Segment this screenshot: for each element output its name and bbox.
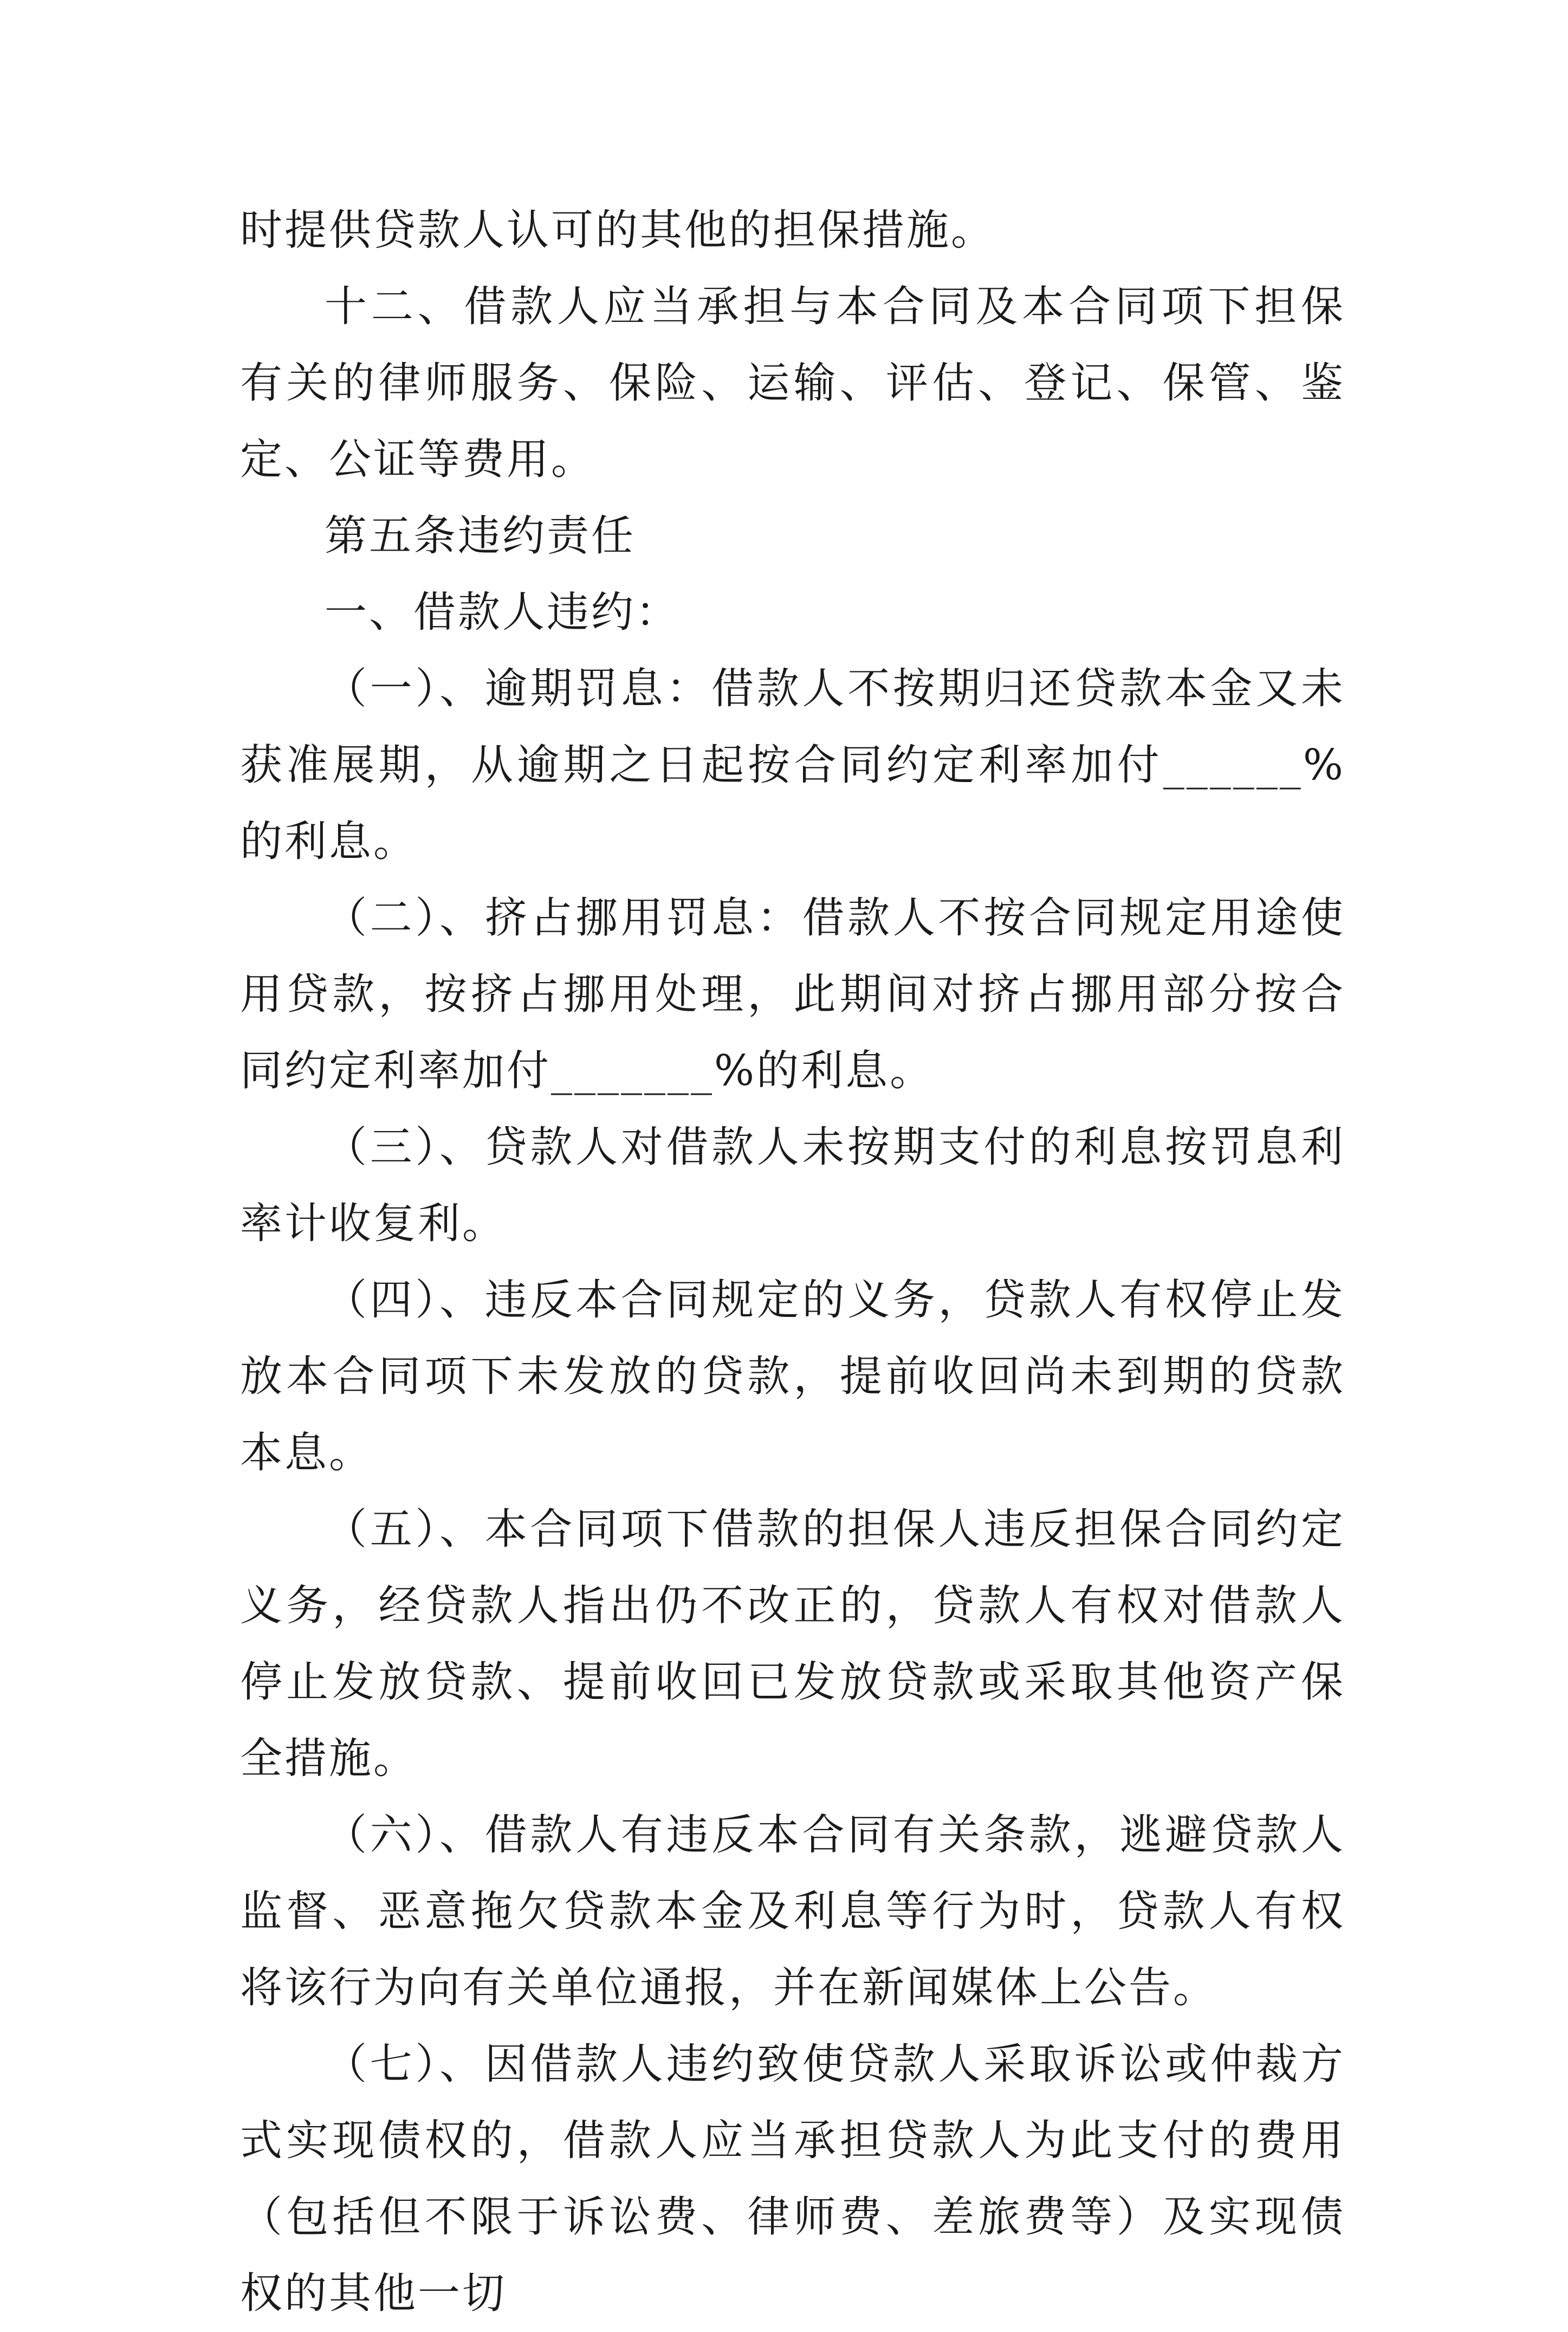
- paragraph-item-6: （六）、借款人有违反本合同有关条款，逃避贷款人监督、恶意拖欠贷款本金及利息等行为时，贷款人有权将该行为向有关单位通报，并在新闻媒体上公告。: [240, 1811, 1345, 2012]
- paragraph-item-5: （五）、本合同项下借款的担保人违反担保合同约定义务，经贷款人指出仍不改正的，贷款人有权对借款人停止发放贷款、提前收回已发放贷款或采取其他资产保全措施。: [240, 1505, 1345, 1783]
- paragraph-item-4: （四）、违反本合同规定的义务，贷款人有权停止发放本合同项下未发放的贷款，提前收回尚未到期的贷款本息。: [240, 1276, 1345, 1477]
- section-heading-article-5: 第五条违约责任: [325, 512, 636, 560]
- paragraph-item-1: （一）、逾期罚息：借款人不按期归还贷款本金又未获准展期，从逾期之日起按合同约定利率加付______%的利息。: [240, 664, 1345, 866]
- subheading-borrower-breach: 一、借款人违约：: [325, 588, 681, 637]
- document-body: [240, 192, 1345, 2332]
- paragraph-item-7: （七）、因借款人违约致使贷款人采取诉讼或仲裁方式实现债权的，借款人应当承担贷款人为此支付的费用（包括但不限于诉讼费、律师费、差旅费等）及实现债权的其他一切: [240, 2040, 1345, 2318]
- paragraph-clause-12: 十二、借款人应当承担与本合同及本合同项下担保有关的律师服务、保险、运输、评估、登记、保管、鉴定、公证等费用。: [240, 282, 1345, 484]
- paragraph-item-3: （三）、贷款人对借款人未按期支付的利息按罚息利率计收复利。: [240, 1123, 1345, 1248]
- paragraph-item-2: （二）、挤占挪用罚息：借款人不按合同规定用途使用贷款，按挤占挪用处理，此期间对挤占挪用部分按合同约定利率加付_______%的利息。: [240, 894, 1345, 1095]
- paragraph-continuation: 时提供贷款人认可的其他的担保措施。: [240, 206, 996, 255]
